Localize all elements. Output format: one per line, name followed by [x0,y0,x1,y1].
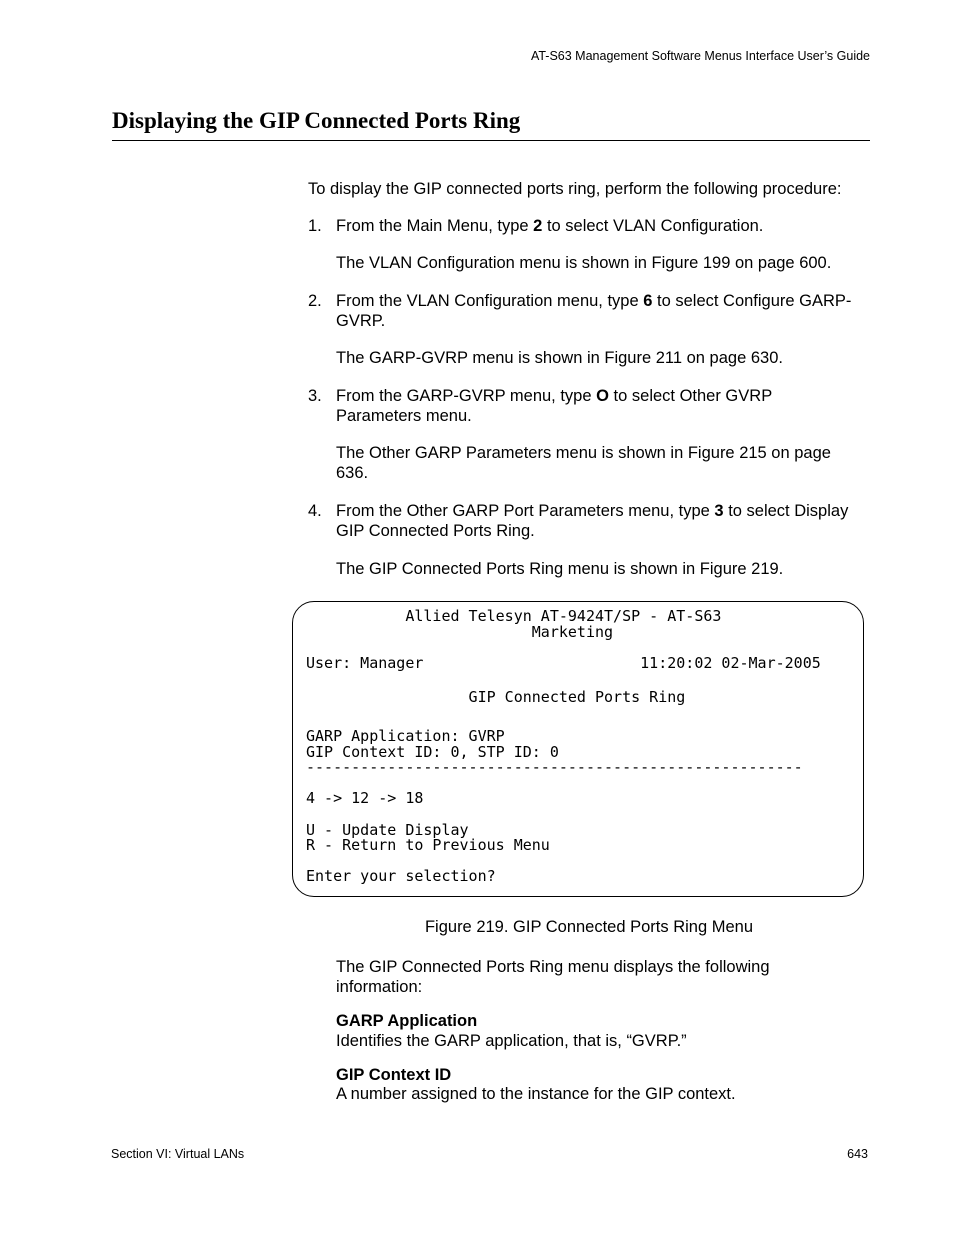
step-instruction: From the Main Menu, type 2 to select VLAN Configuration. [336,217,764,235]
page-number: 643 [847,1147,868,1161]
screen-line: Marketing [306,623,614,641]
screen-line: U - Update Display [306,821,469,839]
running-header: AT-S63 Management Software Menus Interface User’s Guide [530,49,870,63]
intro-text: To display the GIP connected ports ring, perform the following procedure: [308,180,842,198]
screen-divider: ------------------------------------------------------- [306,758,803,776]
step-instruction: From the GARP-GVRP menu, type O to select Other GVRP Parameters menu. [336,387,772,425]
figure-caption: Figure 219. GIP Connected Ports Ring Menu [424,918,754,936]
screen-line: GIP Context ID: 0, STP ID: 0 [306,743,559,761]
definition-term: GARP Application [336,1012,478,1030]
step-instruction: From the Other GARP Port Parameters menu, type 3 to select Display GIP Connected Ports Ring. [336,502,849,540]
menu-key: 2 [533,217,543,235]
definition-term: GIP Context ID [336,1066,452,1084]
screen-line: R - Return to Previous Menu [306,836,550,854]
screen-line: GARP Application: GVRP [306,727,505,745]
definition-text: A number assigned to the instance for the GIP context. [336,1085,736,1103]
menu-key: O [596,387,609,405]
definition-text: Identifies the GARP application, that is, “GVRP.” [336,1032,687,1050]
section-title: Displaying the GIP Connected Ports Ring [112,108,521,133]
step-result: The Other GARP Parameters menu is shown in Figure 215 on page 636. [336,444,831,482]
menu-key: 3 [714,502,724,520]
step-result: The VLAN Configuration menu is shown in Figure 199 on page 600. [336,254,832,272]
step-number: 1. [308,217,322,235]
description-text: The GIP Connected Ports Ring menu displays the following information: [336,958,770,996]
footer-section: Section VI: Virtual LANs [111,1147,245,1161]
screen-line: User: Manager 11:20:02 02-Mar-2005 [306,654,821,672]
screen-line: Enter your selection? [306,867,496,885]
step-number: 3. [308,387,322,405]
step-result: The GIP Connected Ports Ring menu is shown in Figure 219. [336,560,784,578]
screen-line: Allied Telesyn AT-9424T/SP - AT-S63 [306,607,722,625]
screen-line: GIP Connected Ports Ring [306,688,686,706]
menu-key: 6 [643,292,653,310]
step-number: 4. [308,502,322,520]
step-number: 2. [308,292,322,310]
step-result: The GARP-GVRP menu is shown in Figure 211 on page 630. [336,349,783,367]
title-rule [112,140,870,141]
step-instruction: From the VLAN Configuration menu, type 6 to select Configure GARP-GVRP. [336,292,852,330]
screen-line: 4 -> 12 -> 18 [306,789,424,807]
